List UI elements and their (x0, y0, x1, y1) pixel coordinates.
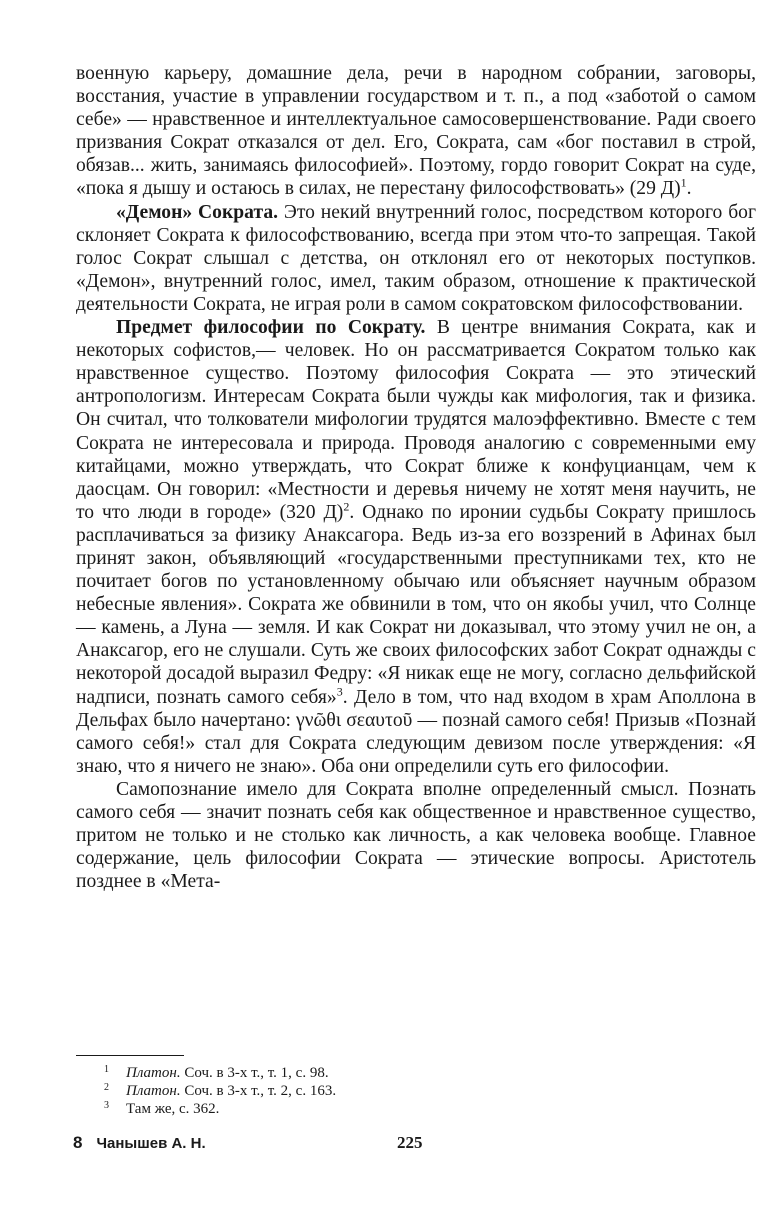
signature-number: 8 (73, 1133, 83, 1152)
printer-signature (73, 1133, 206, 1153)
paragraph-text: Это некий внутренний голос, посредством которого бог склоняет Сократа к философствованию, всегда при этом что-то запрещая. Такой голос Сократ слышал с детства, он отклонял его от некоторых поступков. «Демон», внутренний голос, имел, таким образом, отношение к практической деятельности Сократа, не играя роли в самом сократовском философствовании. (76, 201, 756, 315)
paragraph-3 (76, 316, 756, 778)
section-heading: Предмет философии по Сократу. (116, 317, 426, 339)
footnotes (76, 1064, 756, 1118)
footnote-text: Там же, с. 362. (126, 1101, 220, 1117)
signature-author: Чанышев А. Н. (96, 1135, 206, 1152)
footnote-text: Соч. в 3-х т., т. 1, с. 98. (180, 1065, 329, 1081)
page-number: 225 (397, 1133, 423, 1152)
footnote-item (76, 1100, 756, 1118)
footnote-ref: 2 (343, 499, 350, 514)
footnote-item (76, 1064, 756, 1082)
footnote-ref: 3 (336, 684, 343, 698)
footnote-author: Платон. (126, 1083, 181, 1099)
paragraph-text: В центре внимания Сократа, как и некоторых софистов,— человек. Но он рассматривается Сократом только как нравственное существо. Поэтому философия Сократа — это этический антропологизм. Интересам Сократа были чужды как мифология, так и физика. Он считал, что толкователи мифологии трудятся малоэффективно. Вместе с тем Сократа не интересовала и природа. Проводя аналогию с современными ему китайцами, можно утверждать, что Сократ ближе к конфуцианцам, чем к даосцам. Он говорил: «Местности и деревья ничему не хотят меня научить, не то что люди в городе» (320 Д) (76, 317, 756, 523)
paragraph-4 (76, 778, 756, 893)
paragraph-text: . Дело в том, что над входом в храм Аполлона в Дельфах было начертано: γνῶθι σεαυτοῦ — познай самого себя! Призыв «Познай самого себя!» стал для Сократа следующим девизом после утверждения: «Я знаю, что я ничего не знаю». Оба они определили суть его философии. (76, 686, 756, 777)
footnote-text: Соч. в 3-х т., т. 2, с. 163. (180, 1083, 337, 1099)
paragraph-1: военную карьеру, домашние дела, речи в народном собрании, заговоры, восстания, участие в управлении государством и т. п., а под «заботой о самом себе» — нравственное и интеллектуальное самосовершенствование. Ради своего призвания Сократ отказался от дел. Его, Сократа, сам «бог поставил в строй, обязав... жить, занимаясь философией». Поэтому, гордо говорит Сократ на суде, «пока я дышу и остаюсь в силах, не перестану философствовать» (29 Д)$^1$. (76, 63, 756, 200)
paragraph-text: . Однако по иронии судьбы Сократу пришлось расплачиваться за физику Анаксагора. Ведь из-за его воззрений в Афинах был принят закон, объявляющий «государственными преступниками тех, кто не почитает богов по установленному обычаю или объясняет научным образом небесные явления». Сократа же обвинили в том, что он якобы учил, что Солнце — камень, а Луна — земля. И как Сократ ни доказывал, что этому учил не он, а Анаксагор, его не слушали. Суть же своих философских забот Сократ однажды с некоторой досадой выразил Федру: «Я никак еще не могу, согласно дельфийской надписи, познать самого себя» (76, 501, 756, 708)
footnote-author: Платон. (126, 1065, 181, 1081)
paragraph-2 (76, 201, 756, 316)
paragraph-text: Самопознание имело для Сократа вполне определенный смысл. Познать самого себя — значит познать себя как общественное и нравственное существо, притом не только и не столько как личность, а как человека вообще. Главное содержание, цель философии Сократа — этические вопросы. Аристотель позднее в «Мета- (76, 778, 756, 893)
footnote-mark: 3 (104, 1100, 109, 1111)
footnote-ref: 1 (680, 175, 687, 190)
footnote-divider (76, 1055, 184, 1056)
footnote-mark: 1 (104, 1064, 109, 1075)
paragraph-text: военную карьеру, домашние дела, речи в народном собрании, заговоры, восстания, участие в управлении государством и т. п., а под «заботой о самом себе» — нравственное и интеллектуальное самосовершенствование. Ради своего призвания Сократ отказался от дел. Его, Сократа, сам «бог поставил в строй, обязав... жить, занимаясь философией». Поэтому, гордо говорит Сократ на суде, «пока я дышу и остаюсь в силах, не перестану философствовать» (29 Д) (76, 63, 756, 200)
page-body (76, 62, 756, 893)
footnote-mark: 2 (104, 1082, 109, 1093)
section-heading: «Демон» Сократа. (116, 201, 279, 223)
footnote-item (76, 1082, 756, 1100)
